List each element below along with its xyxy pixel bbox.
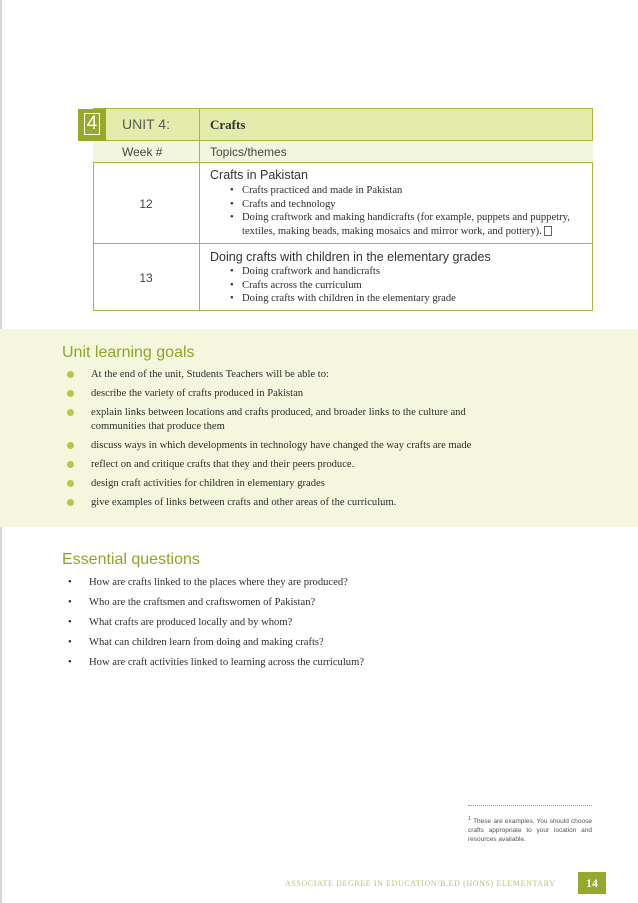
footnote-divider [468, 805, 592, 806]
footnote-reference-marker[interactable] [544, 226, 552, 236]
list-item: • What crafts are produced locally and by whom? [66, 616, 486, 629]
footnote-text: These are examples. You should choose crafts appropriate to your location and resources available. [468, 818, 592, 844]
list-item: explain links between locations and crafts produced, and broader links to the culture and communities that produce them [66, 406, 486, 433]
bullet-dot-icon [67, 480, 74, 487]
page-number: 14 [578, 872, 606, 894]
footnote-marker: 1 [468, 816, 472, 822]
topic-bullet-list [232, 265, 587, 306]
list-item: • How are crafts linked to the places where they are produced? [66, 576, 486, 589]
footnote [468, 815, 592, 844]
bullet-dot-icon [67, 390, 74, 397]
learning-goals-list [66, 368, 486, 515]
list-item: discuss ways in which developments in technology have changed the way crafts are made [66, 439, 486, 452]
list-item: give examples of links between crafts and other areas of the curriculum. [66, 496, 486, 509]
list-item: • How are craft activities linked to learning across the curriculum? [66, 656, 486, 669]
list-item: • Crafts across the curriculum [232, 279, 587, 293]
topic-title: Doing crafts with children in the elementary grades [210, 250, 491, 264]
list-item: • Crafts practiced and made in Pakistan [232, 184, 587, 198]
column-header-week: Week # [122, 145, 163, 159]
list-item: • Who are the craftsmen and craftswomen of Pakistan? [66, 596, 486, 609]
topic-title: Crafts in Pakistan [210, 168, 308, 182]
column-header-topics: Topics/themes [210, 145, 287, 159]
list-item: reflect on and critique crafts that they and their peers produce. [66, 458, 486, 471]
learning-goals-heading: Unit learning goals [62, 344, 195, 361]
unit-title: Crafts [210, 117, 246, 132]
week-number: 13 [139, 271, 153, 285]
list-item: design craft activities for children in elementary grades [66, 477, 486, 490]
list-item: • Doing craftwork and making handicrafts (for example, puppets and puppetry, textiles, making beads, making mosaics and mirror work, and pottery). [232, 211, 587, 238]
unit-number: 4 [84, 113, 100, 135]
essential-questions-list [66, 576, 486, 676]
table-row-divider [93, 243, 593, 244]
list-item: • What can children learn from doing and making crafts? [66, 636, 486, 649]
topic-bullet-list [232, 184, 587, 238]
list-item: • Crafts and technology [232, 198, 587, 212]
essential-questions-heading: Essential questions [62, 551, 200, 568]
week-number: 12 [139, 197, 153, 211]
unit-label: UNIT 4: [122, 116, 170, 132]
bullet-dot-icon [67, 442, 74, 449]
bullet-dot-icon [67, 461, 74, 468]
list-item: • Doing craftwork and handicrafts [232, 265, 587, 279]
bullet-dot-icon [67, 409, 74, 416]
unit-number-badge [78, 109, 106, 141]
bullet-dot-icon [67, 499, 74, 506]
bullet-dot-icon [67, 371, 74, 378]
list-item: At the end of the unit, Students Teachers will be able to: [66, 368, 486, 381]
unit-table-subheader [93, 141, 593, 162]
table-row-divider [93, 162, 593, 163]
list-item: • Doing crafts with children in the elementary grade [232, 292, 587, 306]
footer-running-title: ASSOCIATE DEGREE IN EDUCATION/B.ED (HONS) ELEMENTARY [285, 879, 556, 888]
list-item: describe the variety of crafts produced in Pakistan [66, 387, 486, 400]
table-column-divider [199, 108, 200, 311]
